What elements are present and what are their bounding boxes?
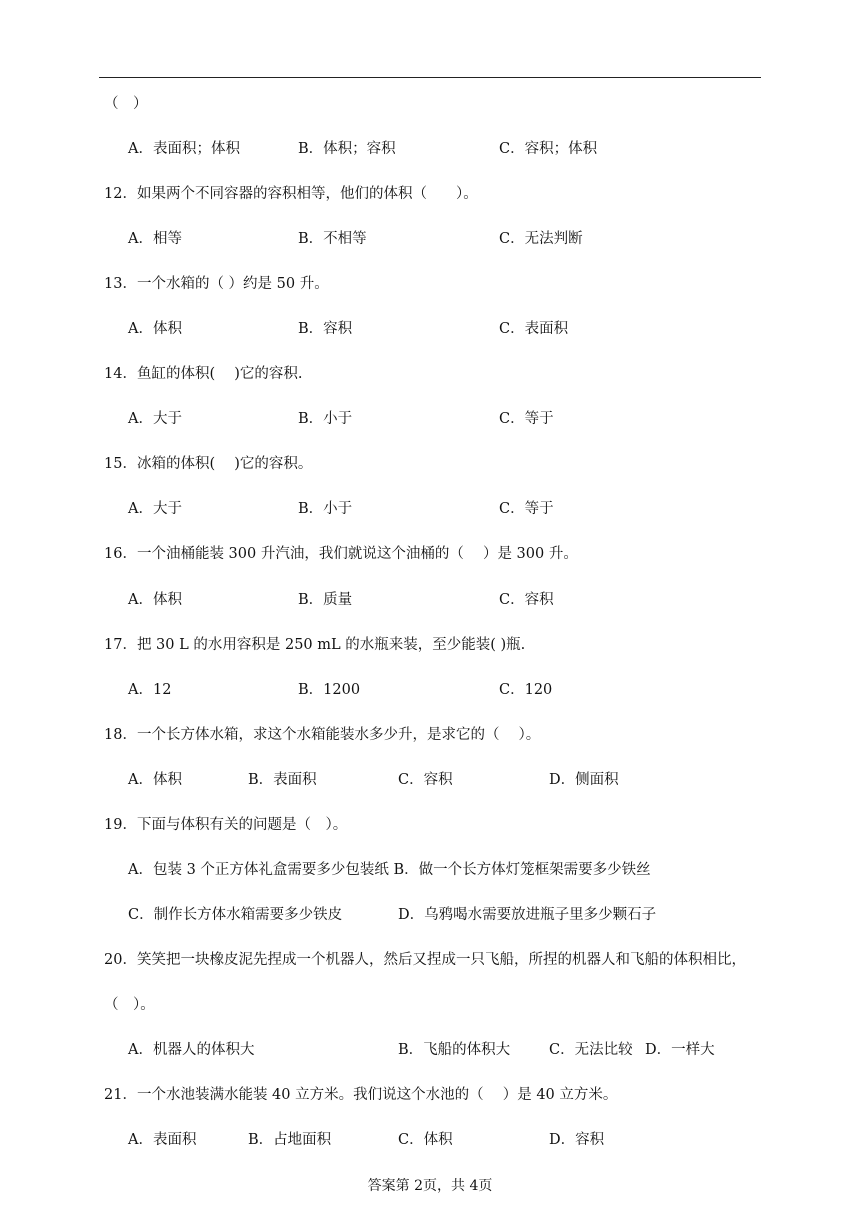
option-c: C．容积；体积	[499, 141, 598, 157]
option-d: D．容积	[549, 1132, 605, 1148]
question-19: 19．下面与体积有关的问题是（ ）。	[104, 817, 348, 833]
question-19-options-row2	[0, 905, 860, 925]
option-b: B．1200	[298, 682, 361, 698]
option-a: A．12	[128, 682, 172, 698]
option-a: A．体积	[128, 592, 182, 608]
question-14-options	[0, 409, 860, 429]
option-a: A．表面积	[128, 1132, 197, 1148]
question-19-options-row1	[0, 860, 860, 880]
option-a: A．机器人的体积大	[128, 1042, 255, 1058]
question-21: 21．一个水池装满水能装 40 立方米。我们说这个水池的（ ）是 40 立方米。	[104, 1087, 618, 1103]
question-21-options	[0, 1130, 860, 1150]
option-d: D．乌鸦喝水需要放进瓶子里多少颗石子	[398, 907, 657, 923]
page-footer: 答案第 2页，共 4页	[367, 1178, 493, 1194]
option-a: A．体积	[128, 772, 182, 788]
option-b: B．小于	[298, 501, 353, 517]
question-18: 18．一个长方体水箱，求这个水箱能装水多少升，是求它的（ ）。	[104, 727, 541, 743]
question-14: 14．鱼缸的体积( )它的容积.	[104, 366, 303, 382]
question-13-options	[0, 319, 860, 339]
question-15: 15．冰箱的体积( )它的容积。	[104, 456, 313, 472]
question-15-options	[0, 499, 860, 519]
option-c: C．无法比较	[549, 1042, 633, 1058]
question-20: 20．笑笑把一块橡皮泥先捏成一个机器人，然后又捏成一只飞船，所捏的机器人和飞船的体积相比，	[104, 952, 746, 968]
option-c: C．120	[499, 682, 553, 698]
question-11-paren: （ ）	[104, 96, 148, 112]
option-b: B．容积	[298, 321, 353, 337]
option-d: D．一样大	[645, 1042, 715, 1058]
option-b: B．小于	[298, 411, 353, 427]
option-d: D．侧面积	[549, 772, 619, 788]
question-20-continuation: （ ）。	[104, 997, 155, 1013]
option-a: A．大于	[128, 501, 182, 517]
option-b: B．表面积	[248, 772, 317, 788]
option-b: B．占地面积	[248, 1132, 332, 1148]
question-17-options	[0, 680, 860, 700]
question-16: 16．一个油桶能装 300 升汽油，我们就说这个油桶的（ ）是 300 升。	[104, 546, 578, 562]
option-c: C．等于	[499, 501, 554, 517]
question-12-options	[0, 229, 860, 249]
question-20-options	[0, 1040, 860, 1060]
question-11-options	[0, 139, 860, 159]
header-rule	[99, 77, 761, 78]
question-17: 17．把 30 L 的水用容积是 250 mL 的水瓶来装，至少能装( )瓶.	[104, 637, 526, 653]
option-a: A．大于	[128, 411, 182, 427]
option-c: C．等于	[499, 411, 554, 427]
option-b: B．飞船的体积大	[398, 1042, 511, 1058]
option-c: C．容积	[398, 772, 453, 788]
option-a: A．体积	[128, 321, 182, 337]
option-c: C．制作长方体水箱需要多少铁皮	[128, 907, 343, 923]
question-12: 12．如果两个不同容器的容积相等，他们的体积（ ）。	[104, 186, 478, 202]
option-b: B．质量	[298, 592, 353, 608]
option-c: C．表面积	[499, 321, 569, 337]
question-13: 13．一个水箱的（ ）约是 50 升。	[104, 276, 329, 292]
option-c: C．体积	[398, 1132, 453, 1148]
question-16-options	[0, 590, 860, 610]
option-a: A．相等	[128, 231, 182, 247]
option-b: B．体积；容积	[298, 141, 396, 157]
option-b: B．不相等	[298, 231, 367, 247]
option-c: C．容积	[499, 592, 554, 608]
option-a: A．表面积；体积	[128, 141, 240, 157]
question-18-options	[0, 770, 860, 790]
option-a-b: A．包装 3 个正方体礼盒需要多少包装纸 B．做一个长方体灯笼框架需要多少铁丝	[128, 862, 651, 878]
option-c: C．无法判断	[499, 231, 583, 247]
